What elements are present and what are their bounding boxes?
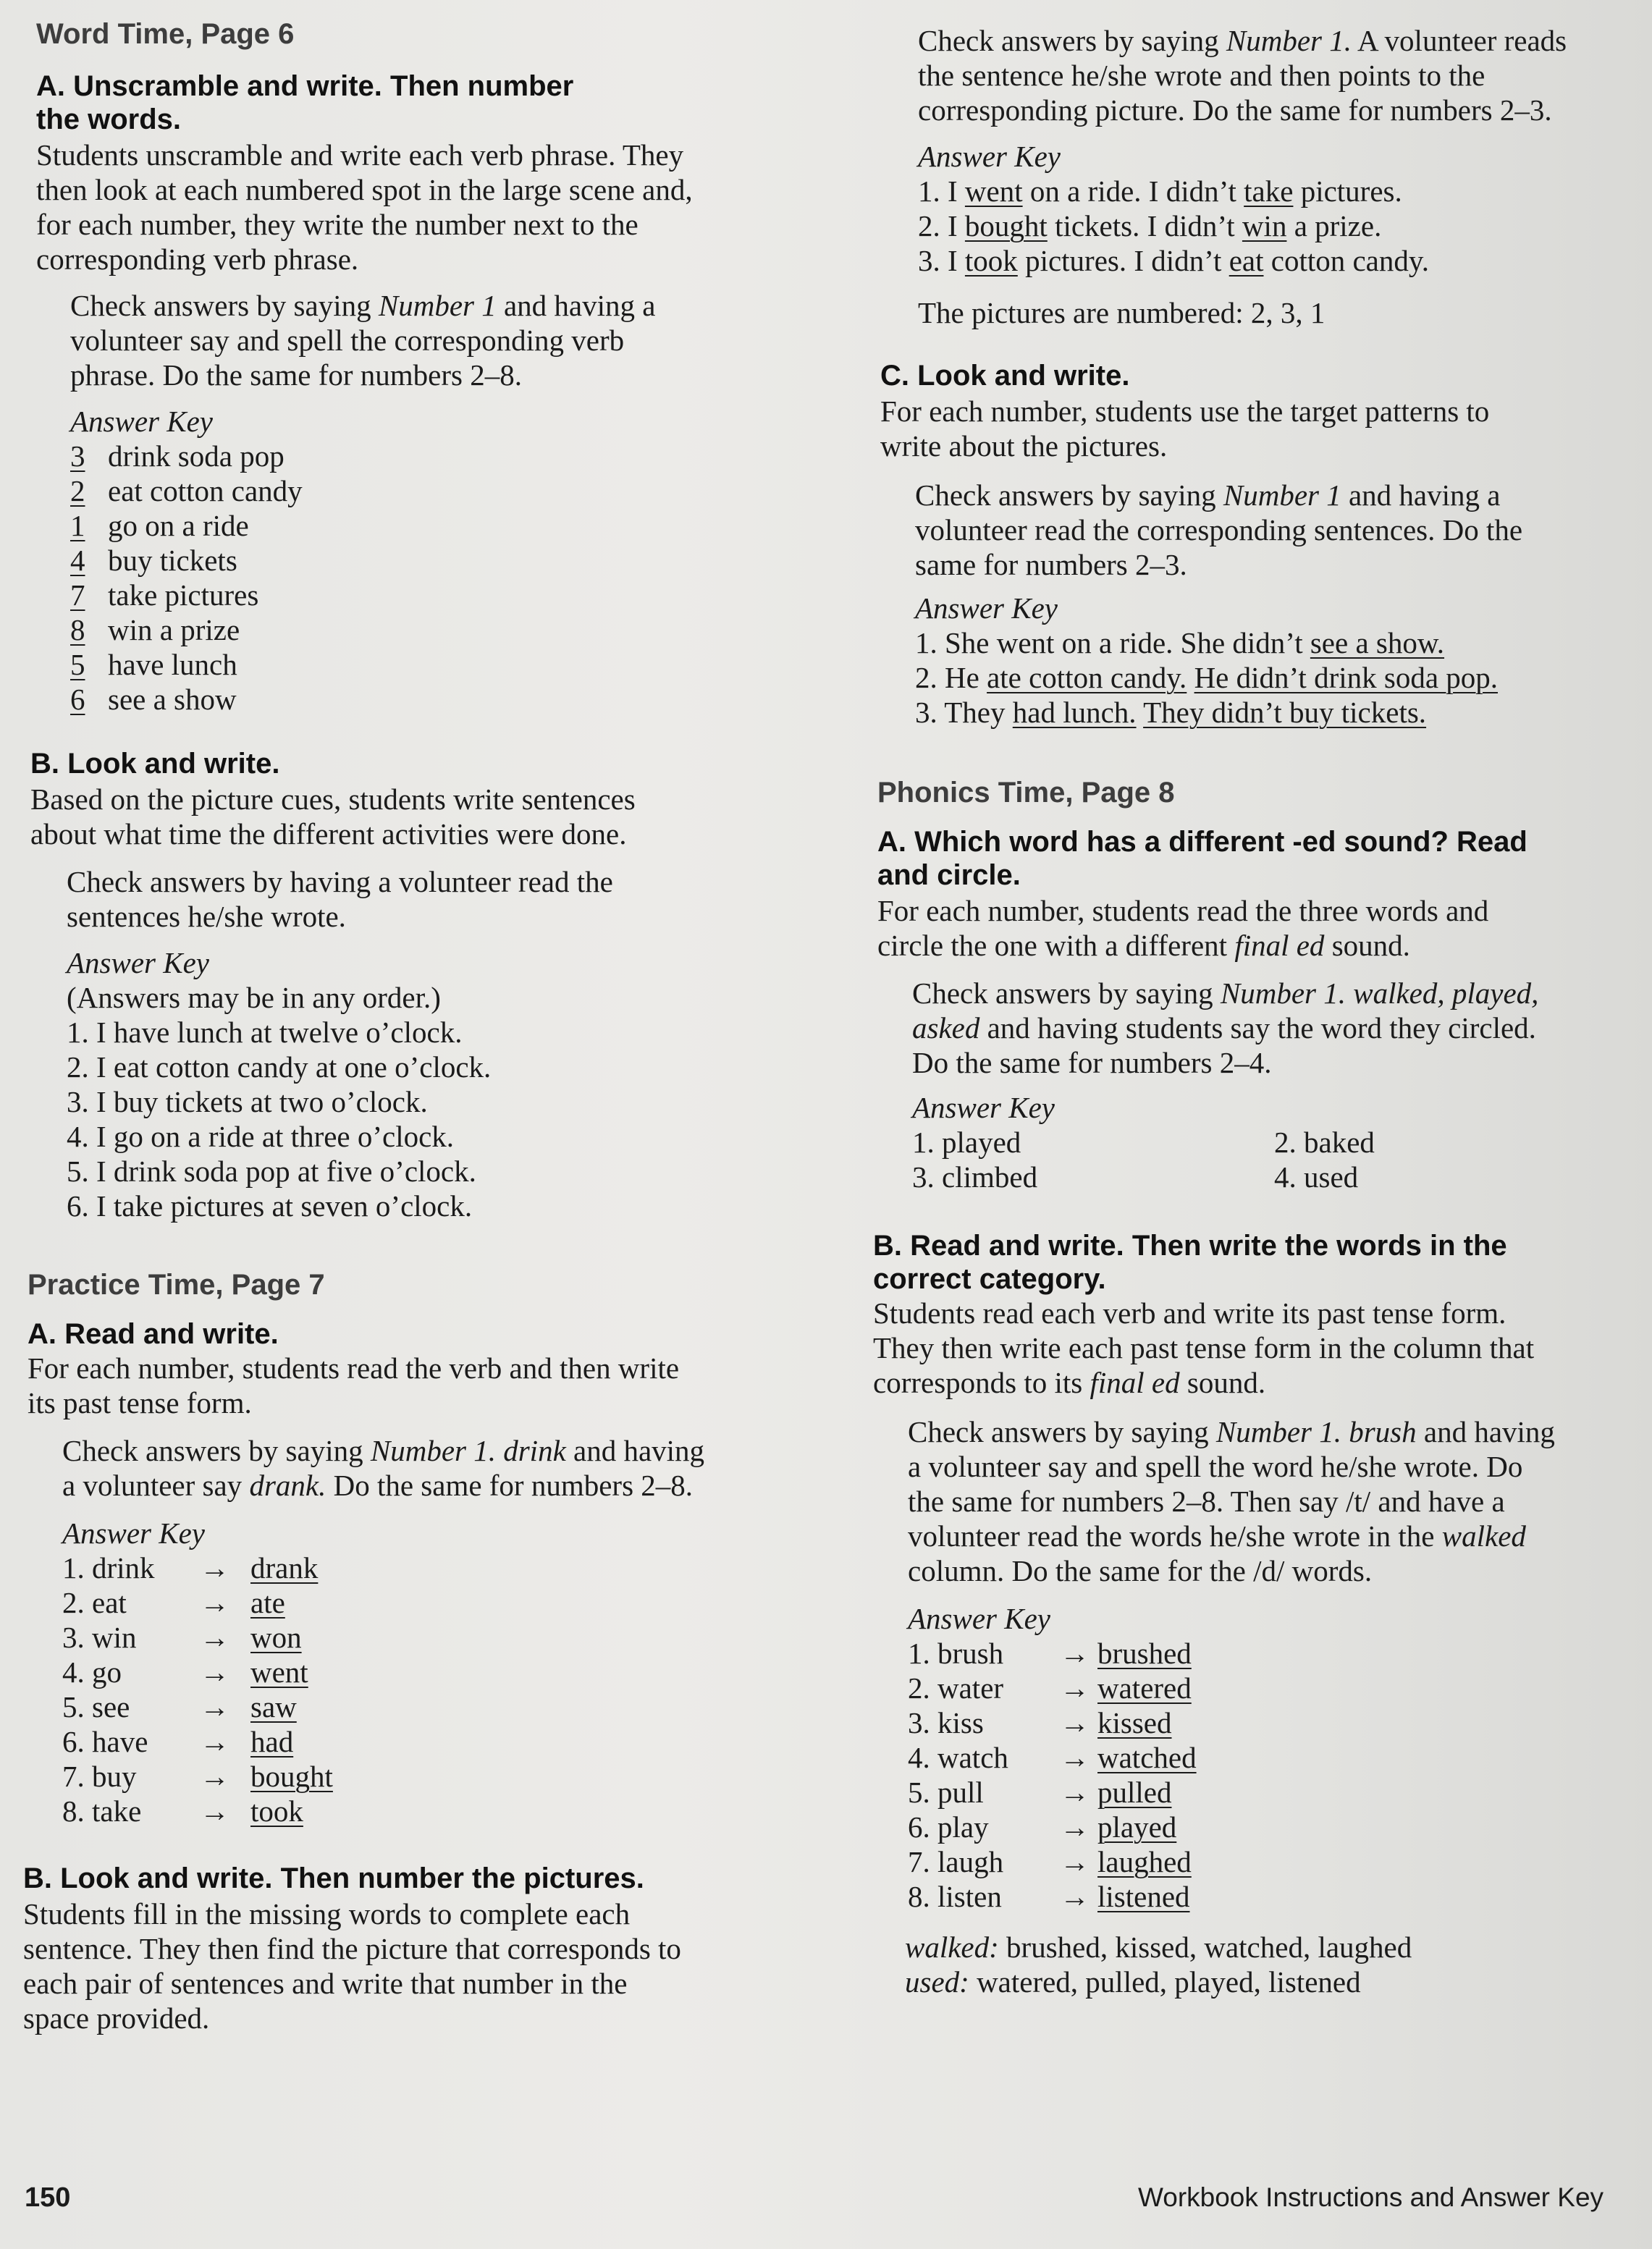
- text-line: same for numbers 2–3.: [915, 548, 1187, 581]
- arrow-icon: →: [200, 1725, 229, 1758]
- text-line: 2. He ate cotton candy. He didn’t drink soda pop.: [915, 661, 1499, 694]
- past-tense-answer: won: [250, 1621, 302, 1654]
- text-line: For each number, students read the verb and then write: [28, 1351, 680, 1385]
- answer-text: bought: [964, 209, 1048, 242]
- text-line: write about the pictures.: [880, 429, 1168, 463]
- text-line: A. Which word has a different -ed sound? Read: [877, 826, 1527, 858]
- exercise-heading: [23, 1862, 644, 1895]
- verb-phrase: go on a ride: [108, 509, 249, 542]
- arrow-icon: →: [1060, 1776, 1090, 1809]
- answer-item: [908, 1671, 1313, 1705]
- emphasis-text: Number 1. drink: [370, 1434, 566, 1467]
- exercise-description: [28, 1351, 679, 1420]
- exercise-description: [873, 1296, 1534, 1400]
- answer-text: went: [964, 174, 1023, 208]
- answer-item: [62, 1620, 424, 1655]
- answer-list: [67, 980, 491, 1223]
- answer-item: [70, 682, 505, 717]
- text-line: For each number, students use the target patterns to: [880, 394, 1490, 428]
- answer-text: took: [964, 244, 1018, 277]
- emphasis-text: Number 1: [378, 289, 497, 322]
- answer-key-label: Answer Key: [62, 1516, 205, 1550]
- text-line: for each number, they write the number next to the: [36, 208, 639, 241]
- text-line: Do the same for numbers 2–4.: [912, 1046, 1272, 1079]
- text-line: correct category.: [873, 1263, 1106, 1295]
- exercise-description: [36, 138, 693, 277]
- check-instructions: [918, 23, 1567, 127]
- text-line: column. Do the same for the /d/ words.: [908, 1554, 1373, 1587]
- arrow-icon: →: [200, 1794, 229, 1828]
- answer-item: [70, 578, 505, 612]
- answer-key-label: Answer Key: [912, 1091, 1055, 1124]
- emphasis-text: final ed: [1090, 1366, 1180, 1399]
- past-tense-answer: laughed: [1097, 1845, 1192, 1878]
- past-tense-answer: played: [1097, 1810, 1177, 1844]
- verb-phrase: drink soda pop: [108, 439, 285, 473]
- text-line: then look at each numbered spot in the large scene and,: [36, 173, 693, 206]
- answer-item: [62, 1794, 424, 1828]
- category-summary: [905, 1930, 1412, 1999]
- text-line: B. Read and write. Then write the words in the: [873, 1230, 1507, 1262]
- arrow-icon: →: [200, 1621, 229, 1654]
- past-tense-answer: drank: [250, 1551, 319, 1585]
- answer-item: [908, 1810, 1313, 1844]
- verb-phrase: win a prize: [108, 613, 240, 646]
- text-line: They then write each past tense form in the column that: [873, 1331, 1535, 1364]
- answer-item: [62, 1759, 424, 1794]
- past-tense-answer: saw: [250, 1690, 297, 1723]
- verb-phrase: see a show: [108, 683, 237, 716]
- answer-item: [908, 1740, 1313, 1775]
- answer-item: [70, 439, 505, 473]
- answer-item: [70, 647, 505, 682]
- text-line: 1. She went on a ride. She didn’t see a show.: [915, 626, 1445, 659]
- text-line: 2. I eat cotton candy at one o’clock.: [67, 1050, 492, 1084]
- answer-item: [908, 1844, 1313, 1879]
- check-instructions: [908, 1414, 1555, 1588]
- answer-key-label: Answer Key: [67, 946, 209, 979]
- answer-item: [70, 473, 505, 508]
- text-line: corresponding verb phrase.: [36, 242, 359, 276]
- text-line: Students unscramble and write each verb phrase. They: [36, 138, 684, 172]
- text-line: walked: brushed, kissed, watched, laughed: [905, 1931, 1412, 1964]
- exercise-heading: [28, 1317, 279, 1351]
- answer-number: 7: [70, 578, 85, 612]
- section-title-phonics-time: Phonics Time, Page 8: [877, 777, 1175, 809]
- answer-item: [62, 1585, 424, 1620]
- answer-item: [62, 1655, 424, 1689]
- check-instructions: [67, 864, 613, 934]
- arrow-icon: →: [1060, 1741, 1090, 1774]
- text-line: a volunteer say drank. Do the same for numbers 2–8.: [62, 1469, 694, 1502]
- text-line: B. Look and write. Then number the pictures.: [23, 1862, 644, 1894]
- text-line: 2. I bought tickets. I didn’t win a prize.: [918, 209, 1382, 242]
- emphasis-text: used:: [905, 1965, 969, 1999]
- answer-item: [908, 1705, 1313, 1740]
- text-line: Students read each verb and write its past tense form.: [873, 1296, 1506, 1330]
- answer-text: win: [1242, 209, 1287, 242]
- text-line: sentence. They then find the picture that corresponds to: [23, 1932, 681, 1965]
- answer-item: [908, 1775, 1313, 1810]
- verb: 1. drink: [62, 1551, 155, 1585]
- answer-list: [62, 1550, 424, 1828]
- text-line: Check answers by saying Number 1. A volunteer reads: [918, 24, 1567, 57]
- past-tense-answer: had: [250, 1725, 294, 1758]
- verb-phrase: take pictures: [108, 578, 259, 612]
- exercise-description: [23, 1896, 681, 2035]
- answer-list: [918, 174, 1429, 278]
- text-line: about what time the different activities were done.: [30, 817, 627, 851]
- past-tense-answer: watched: [1097, 1741, 1197, 1774]
- past-tense-answer: pulled: [1097, 1776, 1172, 1809]
- emphasis-text: walked: [1441, 1519, 1526, 1553]
- exercise-description: [30, 782, 636, 851]
- text-line: Students fill in the missing words to complete each: [23, 1897, 631, 1931]
- answer-item: [70, 612, 505, 647]
- answer-item: 3. climbed: [912, 1160, 1038, 1194]
- text-line: space provided.: [23, 2001, 210, 2035]
- check-instructions: [70, 288, 655, 392]
- section-title-word-time: Word Time, Page 6: [36, 18, 295, 50]
- past-tense-answer: brushed: [1097, 1637, 1192, 1670]
- text-line: Check answers by having a volunteer read the: [67, 865, 613, 898]
- text-line: B. Look and write.: [30, 748, 280, 780]
- text-line: circle the one with a different final ed sound.: [877, 929, 1410, 962]
- text-line: 6. I take pictures at seven o’clock.: [67, 1189, 473, 1223]
- text-line: sentences he/she wrote.: [67, 900, 346, 933]
- text-line: C. Look and write.: [880, 360, 1130, 392]
- answer-key-label: Answer Key: [918, 140, 1061, 173]
- text-line: the sentence he/she wrote and then points to the: [918, 59, 1485, 92]
- text-line: volunteer read the words he/she wrote in the walked: [908, 1519, 1526, 1553]
- answer-number: 1: [70, 509, 85, 542]
- verb-phrase: eat cotton candy: [108, 474, 303, 507]
- arrow-icon: →: [200, 1760, 229, 1793]
- answer-list: [70, 439, 505, 717]
- answer-item: [62, 1689, 424, 1724]
- past-tense-answer: bought: [250, 1760, 333, 1793]
- text-line: 1. I have lunch at twelve o’clock.: [67, 1016, 463, 1049]
- emphasis-text: asked: [912, 1011, 980, 1045]
- verb-phrase: have lunch: [108, 648, 237, 681]
- text-line: each pair of sentences and write that number in the: [23, 1967, 628, 2000]
- verb-phrase: buy tickets: [108, 544, 237, 577]
- verb: 3. kiss: [908, 1706, 984, 1739]
- answer-number: 4: [70, 544, 85, 577]
- text-line: Check answers by saying Number 1. brush and having: [908, 1415, 1555, 1448]
- page-number: 150: [25, 2182, 71, 2213]
- answer-item: [70, 508, 505, 543]
- text-line: corresponds to its final ed sound.: [873, 1366, 1266, 1399]
- text-line: Check answers by saying Number 1. drink and having: [62, 1434, 705, 1467]
- past-tense-answer: took: [250, 1794, 303, 1828]
- arrow-icon: →: [1060, 1671, 1090, 1705]
- text-line: 3. They had lunch. They didn’t buy tickets.: [915, 696, 1427, 729]
- text-line: Check answers by saying Number 1 and having a: [70, 289, 656, 322]
- verb: 7. laugh: [908, 1845, 1004, 1878]
- answer-item: [70, 543, 505, 578]
- verb: 6. have: [62, 1725, 148, 1758]
- text-line: volunteer read the corresponding sentences. Do the: [915, 513, 1523, 547]
- exercise-heading: [873, 1229, 1507, 1296]
- answer-text: They didn’t buy tickets.: [1143, 696, 1427, 729]
- arrow-icon: →: [1060, 1880, 1090, 1913]
- answer-text: He didn’t drink soda pop.: [1194, 661, 1499, 694]
- answer-key-label: Answer Key: [908, 1602, 1050, 1635]
- emphasis-text: final ed: [1234, 929, 1325, 962]
- answer-item: [908, 1879, 1313, 1914]
- check-instructions: [915, 478, 1522, 582]
- text-line: phrase. Do the same for numbers 2–8.: [70, 358, 522, 392]
- text-line: Based on the picture cues, students write sentences: [30, 782, 636, 816]
- arrow-icon: →: [1060, 1637, 1090, 1670]
- answer-key-label: Answer Key: [70, 405, 213, 438]
- answer-item: 1. played: [912, 1126, 1021, 1159]
- answer-text: ate cotton candy.: [987, 661, 1187, 694]
- footer-title: Workbook Instructions and Answer Key: [1138, 2182, 1604, 2212]
- emphasis-text: Number 1. brush: [1215, 1415, 1417, 1448]
- exercise-description: [877, 893, 1488, 963]
- answer-item: 2. baked: [1274, 1126, 1375, 1159]
- answer-number: 3: [70, 439, 85, 473]
- answer-number: 2: [70, 474, 85, 507]
- past-tense-answer: ate: [250, 1586, 285, 1619]
- answer-list: [908, 1636, 1313, 1914]
- exercise-heading: [880, 359, 1129, 392]
- answer-item: [62, 1724, 424, 1759]
- text-line: 5. I drink soda pop at five o’clock.: [67, 1155, 476, 1188]
- exercise-description: [880, 394, 1489, 463]
- answer-list: [915, 625, 1498, 730]
- verb: 4. watch: [908, 1741, 1008, 1774]
- text-line: A. Read and write.: [28, 1318, 279, 1350]
- answer-item: [908, 1636, 1313, 1671]
- verb: 5. see: [62, 1690, 130, 1723]
- text-line: A. Unscramble and write. Then number: [36, 70, 574, 102]
- exercise-heading: [36, 69, 573, 136]
- answer-text: eat: [1229, 244, 1264, 277]
- past-tense-answer: listened: [1097, 1880, 1190, 1913]
- text-line: corresponding picture. Do the same for numbers 2–3.: [918, 93, 1552, 127]
- verb: 2. water: [908, 1671, 1004, 1705]
- text-line: 1. I went on a ride. I didn’t take pictures.: [918, 174, 1402, 208]
- answer-number: 6: [70, 683, 85, 716]
- text-line: volunteer say and spell the corresponding verb: [70, 324, 625, 357]
- emphasis-text: Number 1: [1223, 478, 1341, 512]
- text-line: a volunteer say and spell the word he/she wrote. Do: [908, 1450, 1523, 1483]
- arrow-icon: →: [200, 1690, 229, 1723]
- answer-number: 5: [70, 648, 85, 681]
- check-instructions: [912, 976, 1538, 1080]
- arrow-icon: →: [200, 1655, 229, 1689]
- text-line: (Answers may be in any order.): [67, 981, 441, 1014]
- emphasis-text: walked:: [905, 1931, 999, 1964]
- emphasis-text: Number 1. walked, played,: [1220, 976, 1539, 1010]
- verb: 8. listen: [908, 1880, 1002, 1913]
- text-line: and circle.: [877, 859, 1021, 891]
- verb: 1. brush: [908, 1637, 1004, 1670]
- check-instructions: [62, 1433, 704, 1503]
- exercise-heading: [30, 747, 279, 780]
- answer-item: [62, 1550, 424, 1585]
- text-line: 3. I took pictures. I didn’t eat cotton candy.: [918, 244, 1429, 277]
- text-line: 3. I buy tickets at two o’clock.: [67, 1085, 428, 1118]
- pictures-order: The pictures are numbered: 2, 3, 1: [918, 296, 1326, 329]
- arrow-icon: →: [200, 1551, 229, 1585]
- exercise-heading: [877, 825, 1527, 892]
- past-tense-answer: went: [250, 1655, 308, 1689]
- past-tense-answer: kissed: [1097, 1706, 1172, 1739]
- text-line: the same for numbers 2–8. Then say /t/ and have a: [908, 1485, 1505, 1518]
- text-line: the words.: [36, 104, 182, 135]
- text-line: asked and having students say the word they circled.: [912, 1011, 1536, 1045]
- verb: 6. play: [908, 1810, 989, 1844]
- verb: 2. eat: [62, 1586, 127, 1619]
- answer-text: see a show.: [1310, 626, 1445, 659]
- answer-key-label: Answer Key: [915, 591, 1058, 625]
- answer-number: 8: [70, 613, 85, 646]
- verb: 7. buy: [62, 1760, 137, 1793]
- verb: 8. take: [62, 1794, 142, 1828]
- emphasis-text: drank.: [249, 1469, 326, 1502]
- verb: 5. pull: [908, 1776, 984, 1809]
- text-line: 4. I go on a ride at three o’clock.: [67, 1120, 455, 1153]
- section-title-practice-time: Practice Time, Page 7: [28, 1269, 325, 1301]
- text-line: Check answers by saying Number 1 and having a: [915, 478, 1501, 512]
- verb: 3. win: [62, 1621, 137, 1654]
- emphasis-text: Number 1.: [1226, 24, 1352, 57]
- answer-text: had lunch.: [1012, 696, 1137, 729]
- past-tense-answer: watered: [1097, 1671, 1192, 1705]
- text-line: For each number, students read the three words and: [877, 894, 1489, 927]
- arrow-icon: →: [1060, 1810, 1090, 1844]
- arrow-icon: →: [1060, 1845, 1090, 1878]
- verb: 4. go: [62, 1655, 122, 1689]
- answer-text: take: [1244, 174, 1294, 208]
- text-line: used: watered, pulled, played, listened: [905, 1965, 1361, 1999]
- answer-item: 4. used: [1274, 1160, 1359, 1194]
- text-line: Check answers by saying Number 1. walked, played,: [912, 976, 1539, 1010]
- arrow-icon: →: [1060, 1706, 1090, 1739]
- arrow-icon: →: [200, 1586, 229, 1619]
- text-line: its past tense form.: [28, 1386, 252, 1419]
